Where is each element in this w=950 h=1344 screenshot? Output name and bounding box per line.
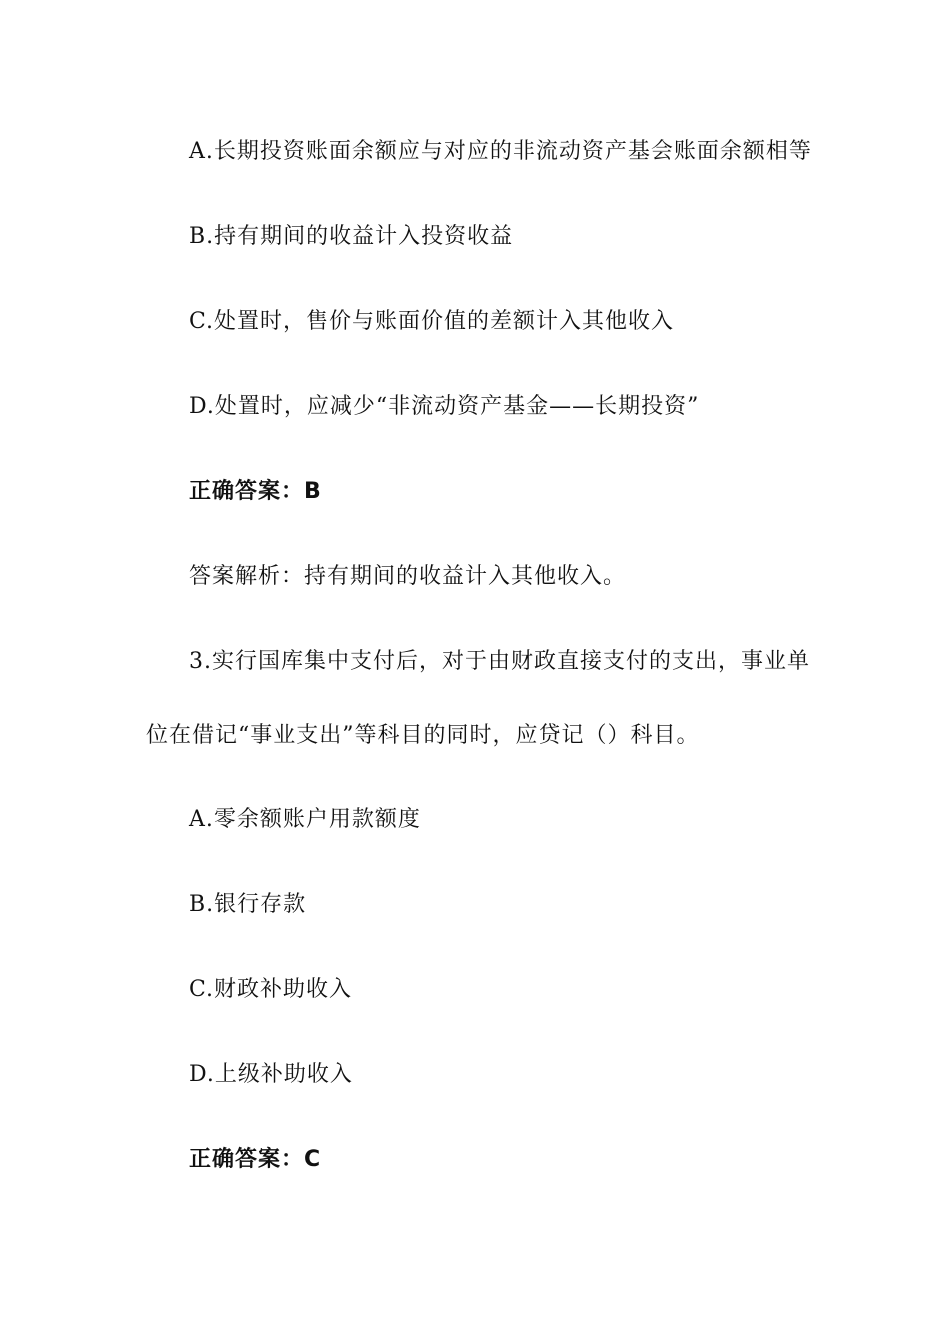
q3-option-d: D.上级补助收入 (189, 1062, 353, 1087)
q3-option-b: B.银行存款 (189, 892, 307, 917)
q2-option-a: A.长期投资账面余额应与对应的非流动资产基会账面余额相等 (189, 139, 812, 164)
q3-correct-answer: 正确答案：C (189, 1147, 322, 1172)
q3-stem-line2: 位在借记“事业支出”等科目的同时，应贷记（）科目。 (146, 723, 700, 748)
q2-correct-answer: 正确答案：B (189, 479, 322, 504)
q3-option-a: A.零余额账户用款额度 (189, 807, 421, 832)
q2-option-b: B.持有期间的收益计入投资收益 (189, 224, 514, 249)
q3-stem-line1: 3.实行国库集中支付后，对于由财政直接支付的支出，事业单 (189, 649, 810, 674)
q3-option-c: C.财政补助收入 (189, 977, 353, 1002)
q2-answer-explanation: 答案解析：持有期间的收益计入其他收入。 (189, 564, 627, 589)
q2-option-d: D.处置时，应减少“非流动资产基金——长期投资” (189, 394, 700, 419)
q2-option-c: C.处置时，售价与账面价值的差额计入其他收入 (189, 309, 675, 334)
